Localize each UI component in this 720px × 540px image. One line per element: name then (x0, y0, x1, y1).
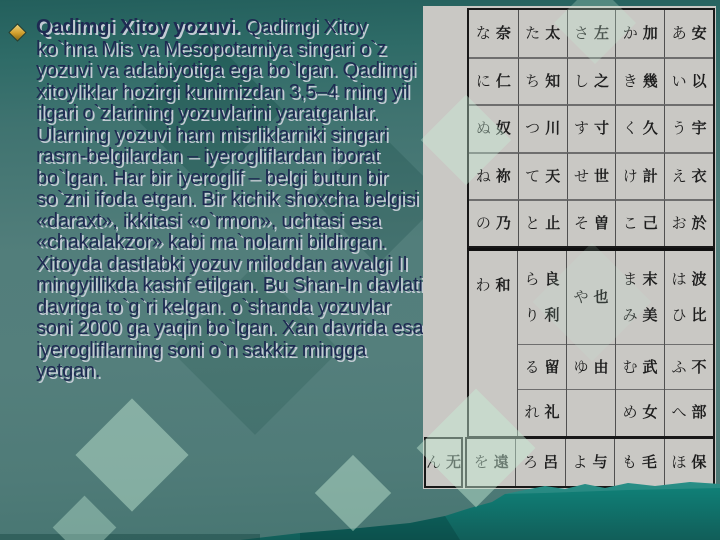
kanji-origin-glyph: 計 (642, 166, 658, 185)
kana-chart-middle-grid (467, 248, 715, 438)
hiragana-glyph: り (524, 306, 540, 325)
kana-kanji-pair (476, 25, 511, 42)
kana-cell (616, 251, 664, 344)
kana-cell (467, 439, 515, 486)
kana-kanji-pair (623, 168, 658, 185)
kana-cell (567, 57, 616, 104)
hiragana-glyph: そ (573, 213, 589, 232)
kana-cell (518, 57, 567, 104)
kana-kanji-pair (671, 404, 706, 421)
kana-kanji-pair (672, 120, 707, 137)
kana-cell (567, 389, 615, 434)
kanji-origin-glyph: 世 (593, 166, 609, 185)
kana-cell (567, 152, 616, 199)
kanji-origin-glyph: 乃 (495, 213, 511, 232)
kana-derivation-chart-image (423, 6, 716, 489)
kana-kanji-pair (622, 359, 657, 376)
kanji-origin-glyph: 和 (495, 276, 511, 294)
hiragana-glyph: し (573, 72, 589, 91)
kanji-origin-glyph: 呂 (543, 453, 559, 471)
hiragana-glyph: を (473, 453, 489, 471)
hiragana-glyph: さ (573, 24, 589, 43)
kana-cell (664, 439, 713, 486)
kana-kanji-pair (574, 215, 609, 232)
watermark-diamond (53, 496, 117, 540)
kanji-origin-glyph: 无 (446, 453, 462, 471)
kana-cell (469, 57, 518, 104)
kana-kanji-pair (672, 215, 707, 232)
kanji-origin-glyph: 衣 (691, 166, 707, 185)
paragraph-lead-title: Qadimgi Xitoy yozuvi. (36, 16, 240, 38)
hiragana-glyph: よ (572, 453, 588, 471)
hiragana-glyph: ろ (523, 453, 539, 471)
kana-cell (469, 104, 518, 151)
kanji-origin-glyph: 美 (642, 306, 658, 325)
kanji-origin-glyph: 寸 (593, 119, 609, 138)
kana-kanji-pair (474, 454, 509, 471)
hiragana-glyph: て (525, 166, 541, 185)
kanji-origin-glyph: 也 (593, 288, 609, 306)
hiragana-glyph: る (524, 357, 540, 376)
kana-kanji-pair (623, 25, 658, 42)
kana-kanji-pair (524, 404, 559, 421)
hiragana-glyph: と (525, 213, 541, 232)
kanji-origin-glyph: 毛 (641, 453, 657, 471)
kana-kanji-pair (426, 454, 461, 471)
hiragana-glyph: れ (524, 402, 540, 421)
hiragana-glyph: せ (573, 166, 589, 185)
hiragana-glyph: は (671, 269, 687, 288)
kana-cell (567, 10, 616, 57)
watermark-diamond (315, 455, 391, 531)
kana-cell (616, 389, 664, 434)
kanji-origin-glyph: 奈 (495, 24, 511, 43)
kanji-origin-glyph: 曽 (593, 213, 609, 232)
kanji-origin-glyph: 不 (691, 357, 707, 376)
hiragana-glyph: わ (475, 276, 491, 294)
hiragana-glyph: ん (425, 453, 441, 471)
kana-kanji-pair (671, 359, 706, 376)
kana-chart-column (517, 251, 566, 436)
hiragana-glyph: ゆ (573, 357, 589, 376)
kana-kanji-pair (525, 168, 560, 185)
hiragana-glyph: ね (475, 166, 491, 185)
kana-cell (665, 389, 713, 434)
kana-kanji-pair (476, 215, 511, 232)
kanji-origin-glyph: 礼 (544, 402, 560, 421)
kana-cell (469, 251, 517, 436)
kanji-origin-glyph: 比 (691, 306, 707, 325)
slide-paragraph (36, 17, 428, 383)
kana-cell (615, 57, 664, 104)
kanji-origin-glyph: 加 (642, 24, 658, 43)
kana-kanji-pair (623, 120, 658, 137)
kanji-origin-glyph: 於 (691, 213, 707, 232)
hiragana-glyph: の (475, 213, 491, 232)
kanji-origin-glyph: 川 (545, 119, 561, 138)
kana-kanji-pair (524, 271, 559, 288)
kana-cell-n (424, 437, 463, 488)
kana-cell (615, 10, 664, 57)
kanji-origin-glyph: 以 (691, 72, 707, 91)
kanji-origin-glyph: 宇 (691, 119, 707, 138)
kana-cell (664, 104, 713, 151)
kanji-origin-glyph: 与 (592, 453, 608, 471)
kana-kanji-pair (672, 168, 707, 185)
kana-cell (518, 199, 567, 246)
kanji-origin-glyph: 波 (691, 269, 707, 288)
paragraph-body-text: Qadimgi Xitoy ko`hna Mis va Mesopotamiya singari o`z yozuvi va adabiyotiga ega bo`lgan. Qadimgi xitoyliklar hozirgi kunimizdan 3,5–4 ming yil ilgari o`zlarining yozuvlarini yaratganlar. Ularning yozuvi ham misrliklarniki singari rasm-belgilardan – iyerogliflardan iborat bo`lgan. Har bir iyeroglif – belgi butun bir so`zni ifoda etgan. Bir kichik shoxcha belgisi «daraxt», ikkitasi «o`rmon», uchtasi esa «chakalakzor» kabi ma`nolarni bildirgan. Xitoyda dastlabki yozuv miloddan avvalgi II mingyillikda kashf etilgan. Bu Shan-In davlati davriga to`g`ri kelgan. o`shanda yozuvlar soni 2000 ga yaqin bo`lgan. Xan davrida esa iyerogliflarning soni o`n sakkiz mingga yetgan. (36, 16, 424, 382)
kana-cell (518, 389, 566, 434)
kanji-origin-glyph: 遠 (493, 453, 509, 471)
kana-kanji-pair (622, 271, 657, 288)
kana-cell (567, 104, 616, 151)
bullet-diamond-icon (10, 25, 26, 41)
watermark-diamond (75, 398, 188, 511)
kana-cell (518, 104, 567, 151)
hiragana-glyph: に (475, 72, 491, 91)
kana-cell (615, 152, 664, 199)
kana-cell (665, 344, 713, 389)
hiragana-glyph: ら (524, 269, 540, 288)
hiragana-glyph: へ (671, 402, 687, 421)
hiragana-glyph: あ (671, 24, 687, 43)
kanji-origin-glyph: 安 (691, 24, 707, 43)
kana-kanji-pair (574, 73, 609, 90)
kanji-origin-glyph: 之 (593, 72, 609, 91)
hiragana-glyph: く (622, 119, 638, 138)
kana-cell (565, 439, 614, 486)
kanji-origin-glyph: 仁 (495, 72, 511, 91)
kanji-origin-glyph: 武 (642, 357, 658, 376)
kana-chart-column (664, 251, 713, 436)
kana-kanji-pair (622, 454, 657, 471)
kana-kanji-pair (525, 215, 560, 232)
hiragana-glyph: み (622, 306, 638, 325)
kanji-origin-glyph: 太 (545, 24, 561, 43)
hiragana-glyph: う (671, 119, 687, 138)
kanji-origin-glyph: 久 (642, 119, 658, 138)
kanji-origin-glyph: 末 (642, 269, 658, 288)
kanji-origin-glyph: 天 (545, 166, 561, 185)
kana-cell (469, 10, 518, 57)
kana-kanji-pair (573, 454, 608, 471)
kana-chart-column (615, 251, 664, 436)
kana-chart-bottom-row (465, 437, 715, 488)
kanji-origin-glyph: 由 (593, 357, 609, 376)
kanji-origin-glyph: 奴 (495, 119, 511, 138)
hiragana-glyph: こ (622, 213, 638, 232)
kana-kanji-pair (523, 454, 558, 471)
kanji-origin-glyph: 己 (642, 213, 658, 232)
kana-kanji-pair (672, 25, 707, 42)
kana-kanji-pair (525, 120, 560, 137)
kanji-origin-glyph: 良 (544, 269, 560, 288)
kana-kanji-pair (475, 277, 510, 294)
kana-cell (664, 152, 713, 199)
hiragana-glyph: や (573, 288, 589, 306)
kana-cell (518, 251, 566, 344)
hiragana-glyph: な (475, 24, 491, 43)
hiragana-glyph: め (622, 402, 638, 421)
kanji-origin-glyph: 利 (544, 306, 560, 325)
kana-kanji-pair (525, 73, 560, 90)
kanji-origin-glyph: 左 (593, 24, 609, 43)
kana-cell (469, 199, 518, 246)
kana-cell (616, 344, 664, 389)
kana-kanji-pair (672, 73, 707, 90)
hiragana-glyph: ほ (671, 453, 687, 471)
kana-kanji-pair (573, 289, 608, 306)
kana-kanji-pair (524, 307, 559, 324)
kana-cell (469, 152, 518, 199)
hiragana-glyph: き (622, 72, 638, 91)
hiragana-glyph: ま (622, 269, 638, 288)
kana-cell (518, 152, 567, 199)
kana-kanji-pair (476, 168, 511, 185)
hiragana-glyph: け (622, 166, 638, 185)
hiragana-glyph: ふ (671, 357, 687, 376)
kana-kanji-pair (622, 307, 657, 324)
kana-chart-column (469, 251, 517, 436)
kana-kanji-pair (574, 25, 609, 42)
kana-chart-column (566, 251, 615, 436)
kana-cell (567, 251, 615, 344)
kanji-origin-glyph: 部 (691, 402, 707, 421)
kanji-origin-glyph: 知 (545, 72, 561, 91)
kanji-origin-glyph: 保 (691, 453, 707, 471)
kana-kanji-pair (525, 25, 560, 42)
kana-kanji-pair (671, 271, 706, 288)
kana-kanji-pair (524, 359, 559, 376)
kanji-origin-glyph: 祢 (495, 166, 511, 185)
kanji-origin-glyph: 留 (544, 357, 560, 376)
kana-kanji-pair (622, 404, 657, 421)
hiragana-glyph: お (671, 213, 687, 232)
kana-cell (518, 10, 567, 57)
kana-cell (665, 251, 713, 344)
kana-kanji-pair (476, 73, 511, 90)
hiragana-glyph: え (671, 166, 687, 185)
hiragana-glyph: つ (525, 119, 541, 138)
kanji-origin-glyph: 幾 (642, 72, 658, 91)
kana-kanji-pair (574, 120, 609, 137)
kana-kanji-pair (573, 359, 608, 376)
kana-cell (615, 104, 664, 151)
hiragana-glyph: た (525, 24, 541, 43)
kana-chart-top-grid (467, 8, 715, 248)
kana-cell (664, 199, 713, 246)
kana-cell (515, 439, 564, 486)
kanji-origin-glyph: 女 (642, 402, 658, 421)
hiragana-glyph: ぬ (475, 119, 491, 138)
hiragana-glyph: か (622, 24, 638, 43)
kanji-origin-glyph: 止 (545, 213, 561, 232)
kana-kanji-pair (671, 307, 706, 324)
kana-cell (664, 57, 713, 104)
hiragana-glyph: ひ (671, 306, 687, 325)
kana-kanji-pair (476, 120, 511, 137)
kana-cell (518, 344, 566, 389)
hiragana-glyph: む (622, 357, 638, 376)
kana-cell (614, 439, 663, 486)
hiragana-glyph: も (621, 453, 637, 471)
kana-kanji-pair (623, 73, 658, 90)
hiragana-glyph: ち (525, 72, 541, 91)
hiragana-glyph: す (573, 119, 589, 138)
kana-cell (664, 10, 713, 57)
kana-cell (567, 344, 615, 389)
kana-kanji-pair (671, 454, 706, 471)
hiragana-glyph: い (671, 72, 687, 91)
kana-kanji-pair (574, 168, 609, 185)
kana-kanji-pair (623, 215, 658, 232)
kana-cell (615, 199, 664, 246)
kana-cell (567, 199, 616, 246)
